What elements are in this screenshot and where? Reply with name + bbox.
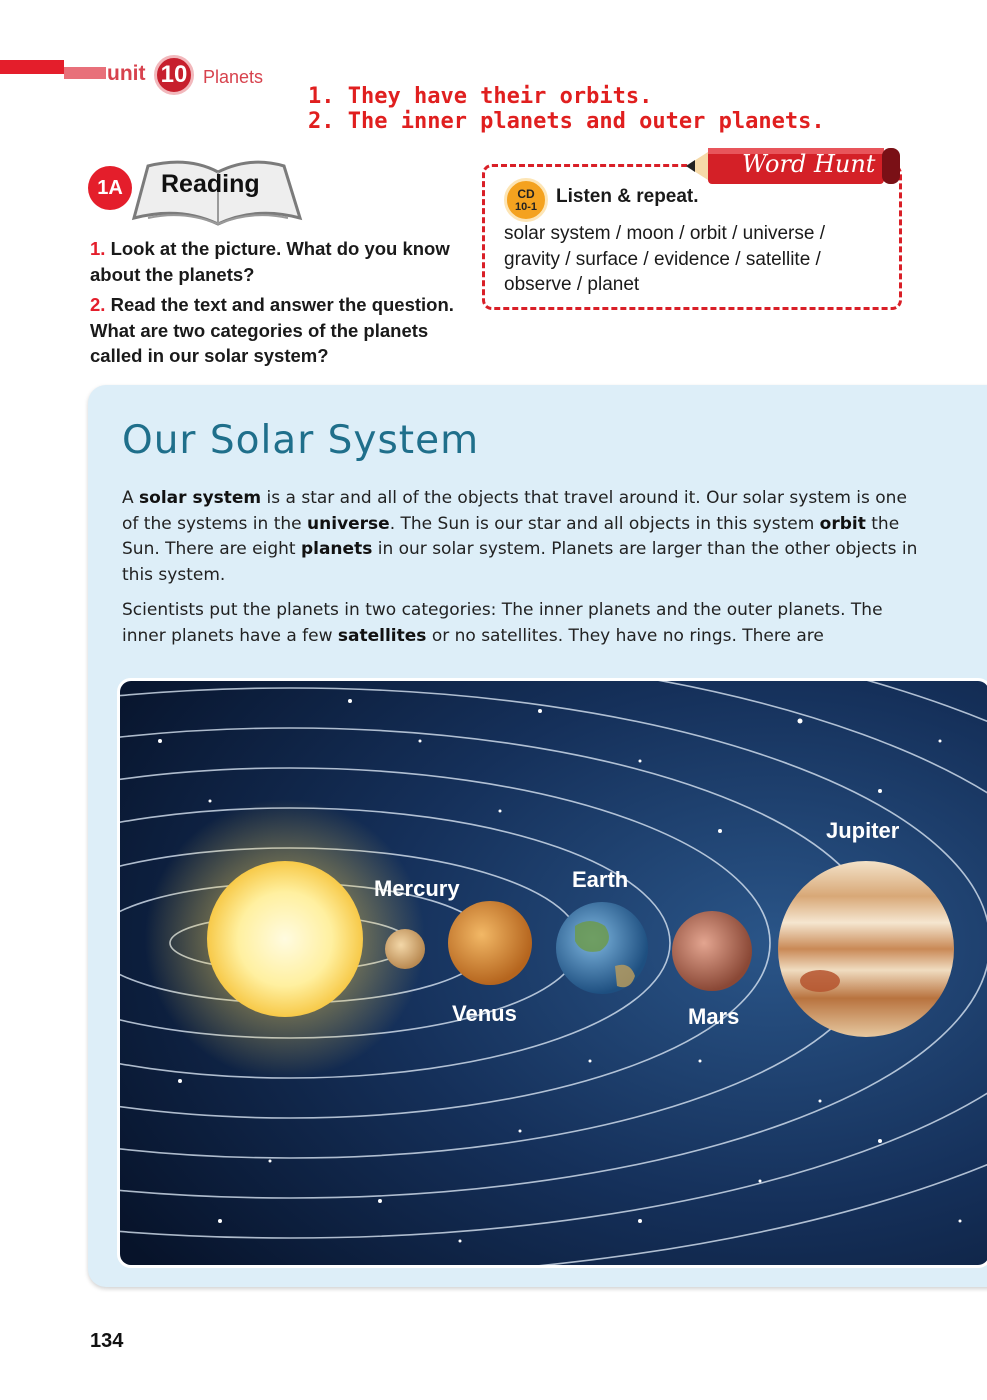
- unit-pink-bar: [64, 67, 106, 79]
- article-paragraph-2: [122, 598, 922, 649]
- earth-label: Earth: [572, 867, 629, 892]
- jupiter-planet: [778, 861, 954, 1037]
- solar-system-illustration: [117, 678, 987, 1268]
- mars-planet: [672, 911, 752, 991]
- page-number: 134: [90, 1330, 124, 1352]
- mars-label: Mars: [688, 1004, 740, 1029]
- key-term: planets: [300, 539, 373, 560]
- text-run: or no satellites. They have no rings. There are: [426, 625, 824, 646]
- mercury-label: Mercury: [374, 876, 460, 901]
- text-run: is a star and all of the objects that travel around it. Our solar system is one of the systems in the: [122, 488, 907, 534]
- reading-label: Reading: [161, 170, 260, 198]
- section-badge: 1A: [88, 166, 132, 210]
- vocabulary-list: solar system / moon / orbit / universe / gravity / surface / evidence / satellite / observe / planet: [504, 223, 826, 295]
- unit-red-bar: [0, 60, 64, 74]
- question-2: 2. Read the text and answer the question. What are two categories of the planets called in our solar system?: [90, 294, 454, 366]
- text-run: A: [122, 488, 140, 508]
- unit-label: unit: [107, 62, 146, 85]
- reading-questions: [90, 236, 470, 374]
- article-title: Our Solar System: [122, 418, 480, 463]
- key-term: solar system: [139, 488, 262, 508]
- jupiter-label: Jupiter: [826, 818, 900, 843]
- answer-line-1: 1. They have their orbits.: [308, 84, 653, 109]
- unit-number-badge: 10: [154, 55, 194, 95]
- text-run: . The Sun is our star and all objects in this system: [389, 513, 820, 534]
- answer-line-2: 2. The inner planets and outer planets.: [308, 109, 825, 134]
- key-term: orbit: [819, 513, 866, 534]
- venus-label: Venus: [452, 1001, 517, 1026]
- key-term: universe: [307, 513, 390, 534]
- mercury-planet: [385, 929, 425, 969]
- text-run: Scientists put the planets in two categories: The inner planets and the outer planets. The inner planets have a few: [122, 599, 883, 646]
- listen-instruction: Listen & repeat.: [556, 186, 699, 207]
- cd-icon[interactable]: CD 10-1: [504, 178, 548, 222]
- venus-planet: [448, 901, 532, 985]
- text-run: the Sun. There are eight: [122, 513, 900, 560]
- question-1: 1. Look at the picture. What do you know about the planets?: [90, 238, 450, 285]
- text-run: in our solar system. Planets are larger than the other objects in this system.: [122, 539, 918, 586]
- key-term: satellites: [337, 625, 427, 646]
- article-paragraph-1: [122, 486, 922, 589]
- unit-title: Planets: [203, 67, 264, 87]
- handwritten-answers: [308, 84, 825, 134]
- article-body: [122, 486, 922, 658]
- word-hunt-title: Word Hunt: [742, 150, 876, 178]
